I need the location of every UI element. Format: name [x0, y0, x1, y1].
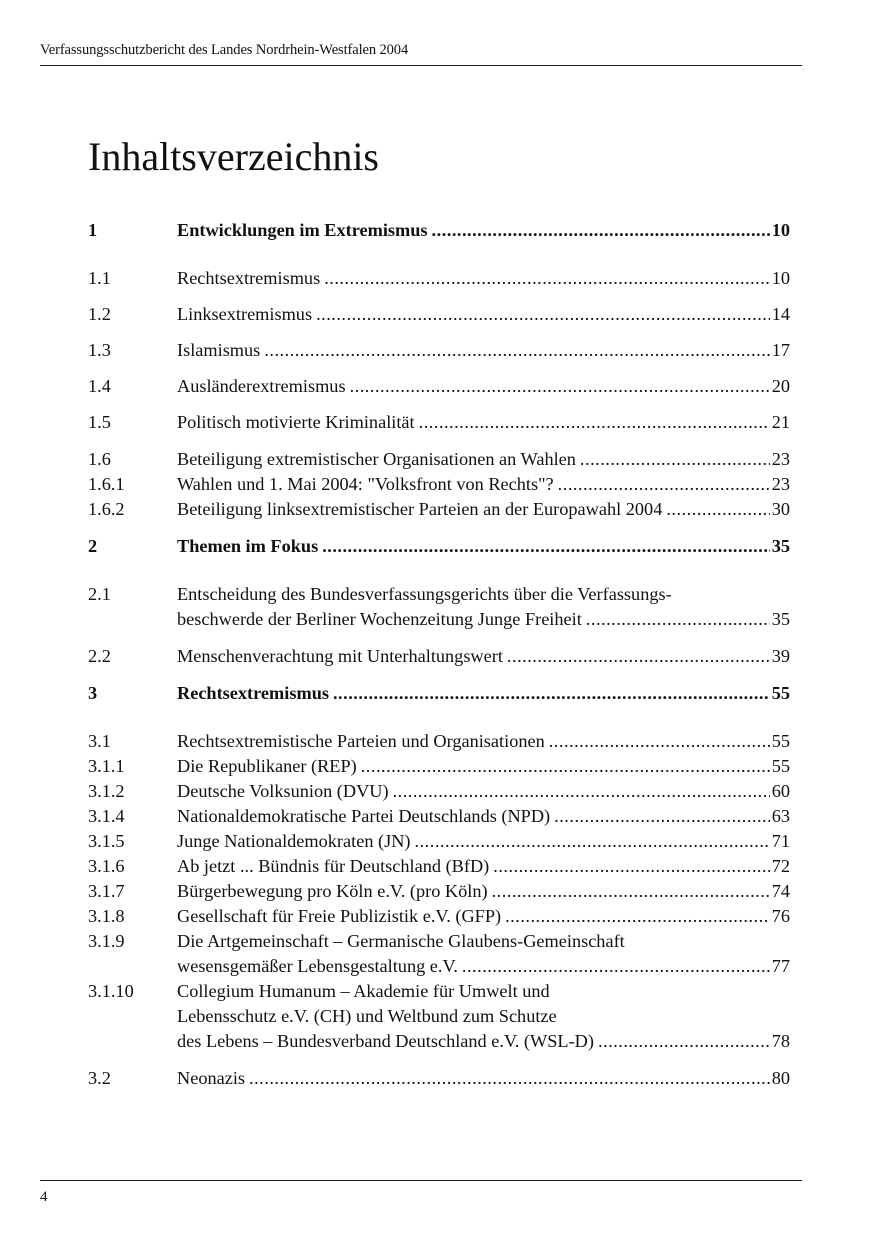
toc-number: 1.4: [88, 376, 111, 396]
toc-entry-3-1-5[interactable]: [88, 829, 790, 854]
toc-entry-1-6-2[interactable]: [88, 497, 790, 522]
toc-entry-3-1-6[interactable]: [88, 854, 790, 879]
toc-label: wesensgemäßer Lebensgestaltung e.V.: [177, 956, 458, 976]
toc-leader: [598, 1029, 770, 1054]
toc-leader: [350, 374, 770, 399]
toc-entry-3-1-8[interactable]: [88, 904, 790, 929]
toc-number: 2.2: [88, 646, 111, 666]
toc-entry-3-1-7[interactable]: [88, 879, 790, 904]
table-of-contents: [88, 218, 790, 1091]
toc-entry-3-1-10[interactable]: [88, 979, 790, 1054]
toc-entry-1[interactable]: [88, 218, 790, 243]
toc-label: Linksextremismus: [177, 304, 313, 324]
toc-leader: [586, 607, 770, 632]
toc-number: 3.1.2: [88, 781, 125, 801]
toc-leader: [393, 779, 770, 804]
toc-leader: [492, 879, 770, 904]
toc-leader: [316, 302, 770, 327]
header-rule: [40, 65, 802, 66]
toc-entry-2-2[interactable]: [88, 644, 790, 669]
toc-page: 63: [771, 806, 790, 826]
toc-leader: [361, 754, 770, 779]
toc-number: 1.3: [88, 340, 111, 360]
toc-label: Rechtsextremistische Parteien und Organisationen: [177, 731, 545, 751]
toc-page: 21: [771, 412, 790, 432]
toc-page: 17: [771, 340, 790, 360]
footer-rule: [40, 1180, 802, 1181]
toc-label: Beteiligung extremistischer Organisationen an Wahlen: [177, 449, 576, 469]
toc-label: Ab jetzt ... Bündnis für Deutschland (BfD): [177, 856, 490, 876]
toc-page: 35: [771, 609, 790, 629]
toc-label: Wahlen und 1. Mai 2004: "Volksfront von Rechts"?: [177, 474, 554, 494]
toc-entry-1-3[interactable]: [88, 338, 790, 363]
toc-page: 71: [771, 831, 790, 851]
toc-entry-2-1[interactable]: [88, 582, 790, 632]
toc-number: 3.1.1: [88, 756, 125, 776]
toc-entry-3-2[interactable]: [88, 1066, 790, 1091]
toc-label: Themen im Fokus: [177, 536, 319, 556]
toc-number: 3.1.7: [88, 881, 125, 901]
toc-leader: [558, 472, 770, 497]
toc-page: 20: [771, 376, 790, 396]
toc-page: 23: [771, 474, 790, 494]
toc-label: Rechtsextremismus: [177, 683, 329, 703]
toc-leader: [666, 497, 769, 522]
toc-leader: [324, 266, 770, 291]
toc-leader: [580, 447, 770, 472]
toc-page: 55: [771, 756, 790, 776]
toc-label: Entwicklungen im Extremismus: [177, 220, 428, 240]
toc-label: Nationaldemokratische Partei Deutschlands (NPD): [177, 806, 551, 826]
toc-label: Gesellschaft für Freie Publizistik e.V. (GFP): [177, 906, 502, 926]
toc-page: 39: [771, 646, 790, 666]
toc-entry-1-4[interactable]: [88, 374, 790, 399]
toc-number: 2.1: [88, 584, 111, 604]
toc-number: 3.1.4: [88, 806, 125, 826]
toc-number: 3.1.10: [88, 981, 134, 1001]
toc-page: 14: [771, 304, 790, 324]
toc-entry-1-6[interactable]: [88, 447, 790, 472]
toc-entry-1-5[interactable]: [88, 410, 790, 435]
toc-entry-3-1-2[interactable]: [88, 779, 790, 804]
page-number: 4: [40, 1189, 48, 1205]
toc-number: 1.5: [88, 412, 111, 432]
toc-label: Bürgerbewegung pro Köln e.V. (pro Köln): [177, 881, 488, 901]
toc-number: 1.2: [88, 304, 111, 324]
toc-label: Die Republikaner (REP): [177, 756, 357, 776]
toc-leader: [549, 729, 770, 754]
toc-entry-3-1-9[interactable]: [88, 929, 790, 979]
toc-label: Menschenverachtung mit Unterhaltungswert: [177, 646, 503, 666]
toc-page: 23: [771, 449, 790, 469]
toc-page: 77: [771, 956, 790, 976]
toc-label-line: Entscheidung des Bundesverfassungsgerichts über die Verfassungs-: [177, 584, 672, 604]
toc-page: 30: [771, 499, 790, 519]
toc-number: 3.1.8: [88, 906, 125, 926]
toc-label: Deutsche Volksunion (DVU): [177, 781, 389, 801]
toc-leader: [507, 644, 770, 669]
toc-label-line: Lebensschutz e.V. (CH) und Weltbund zum Schutze: [177, 1006, 557, 1026]
toc-page: 80: [771, 1068, 790, 1088]
toc-number: 2: [88, 536, 98, 556]
toc-page: 35: [771, 536, 790, 556]
toc-label: Junge Nationaldemokraten (JN): [177, 831, 411, 851]
toc-number: 1.6.2: [88, 499, 125, 519]
toc-number: 1.6: [88, 449, 111, 469]
toc-leader: [264, 338, 769, 363]
toc-page: 72: [771, 856, 790, 876]
toc-leader: [493, 854, 769, 879]
toc-number: 3.1.6: [88, 856, 125, 876]
toc-entry-1-6-1[interactable]: [88, 472, 790, 497]
toc-label-line: Die Artgemeinschaft – Germanische Glaubens-Gemeinschaft: [177, 931, 625, 951]
toc-page: 10: [771, 268, 790, 288]
toc-leader: [415, 829, 770, 854]
page-title: Inhaltsverzeichnis: [88, 134, 379, 179]
toc-entry-3-1-1[interactable]: [88, 754, 790, 779]
toc-label: Neonazis: [177, 1068, 246, 1088]
toc-entry-3-1[interactable]: [88, 729, 790, 754]
toc-leader: [322, 534, 770, 559]
toc-leader: [432, 218, 770, 243]
toc-label: Islamismus: [177, 340, 261, 360]
toc-leader: [419, 410, 770, 435]
toc-entry-3[interactable]: [88, 681, 790, 706]
toc-number: 1.6.1: [88, 474, 125, 494]
running-header: Verfassungsschutzbericht des Landes Nordrhein-Westfalen 2004: [40, 42, 409, 58]
toc-entry-2[interactable]: [88, 534, 790, 559]
toc-page: 76: [771, 906, 790, 926]
toc-number: 1: [88, 220, 98, 240]
toc-number: 3.1.5: [88, 831, 125, 851]
toc-page: 60: [771, 781, 790, 801]
toc-entry-3-1-4[interactable]: [88, 804, 790, 829]
toc-label: des Lebens – Bundesverband Deutschland e.V. (WSL-D): [177, 1031, 594, 1051]
toc-entry-1-2[interactable]: [88, 302, 790, 327]
toc-page: 10: [771, 220, 790, 240]
toc-number: 3: [88, 683, 98, 703]
toc-number: 1.1: [88, 268, 111, 288]
toc-entry-1-1[interactable]: [88, 266, 790, 291]
toc-page: 55: [771, 683, 790, 703]
toc-page: 74: [771, 881, 790, 901]
toc-leader: [505, 904, 770, 929]
toc-leader: [554, 804, 770, 829]
toc-leader: [333, 681, 770, 706]
toc-page: 55: [771, 731, 790, 751]
toc-label: Beteiligung linksextremistischer Parteien an der Europawahl 2004: [177, 499, 663, 519]
toc-leader: [462, 954, 770, 979]
toc-number: 3.1.9: [88, 931, 125, 951]
toc-page: 78: [771, 1031, 790, 1051]
toc-number: 3.1: [88, 731, 111, 751]
toc-label: beschwerde der Berliner Wochenzeitung Junge Freiheit: [177, 609, 582, 629]
toc-label: Politisch motivierte Kriminalität: [177, 412, 415, 432]
toc-label: Ausländerextremismus: [177, 376, 346, 396]
toc-label-line: Collegium Humanum – Akademie für Umwelt und: [177, 981, 550, 1001]
toc-leader: [249, 1066, 770, 1091]
toc-number: 3.2: [88, 1068, 111, 1088]
toc-label: Rechtsextremismus: [177, 268, 321, 288]
